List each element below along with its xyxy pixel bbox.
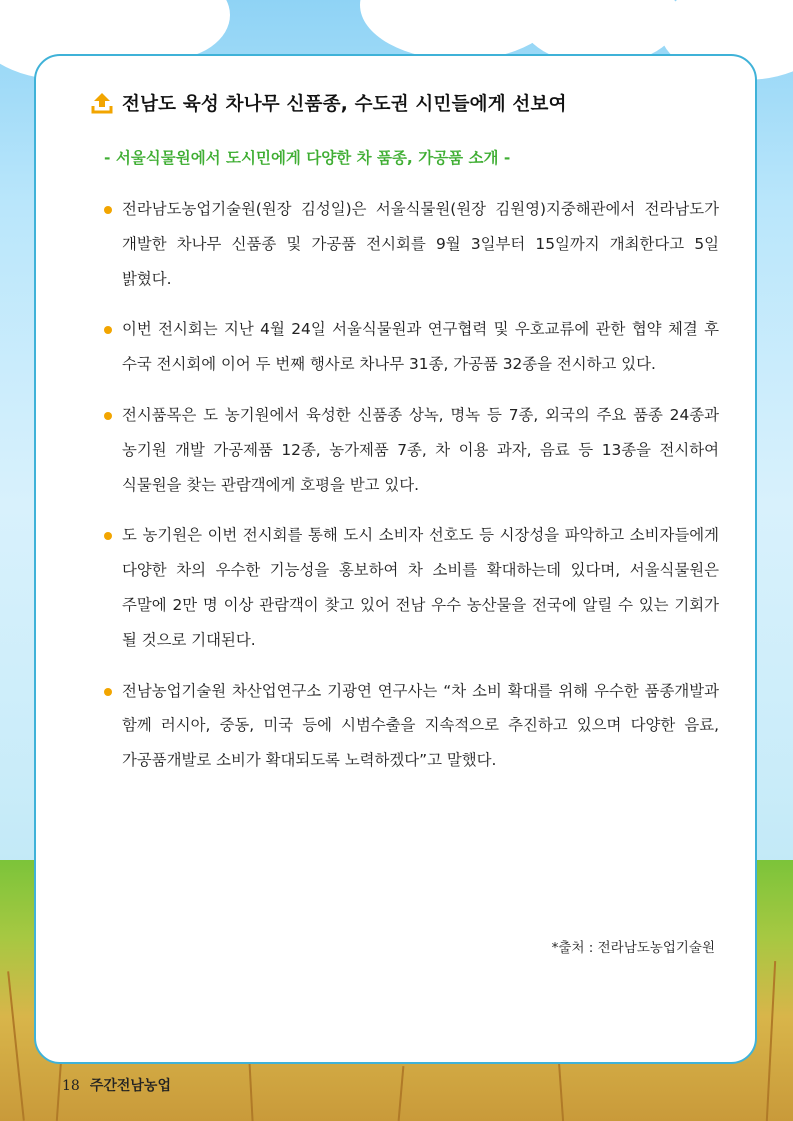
rice-stalk <box>7 971 25 1120</box>
article-header <box>90 90 567 116</box>
article-title: 전남도 육성 차나무 신품종, 수도권 시민들에게 선보여 <box>122 94 567 115</box>
paragraph-text: 전라남도농업기술원(원장 김성일)은 서울식물원(원장 김원영)지중해관에서 전라남도가 개발한 차나무 신품종 및 가공품 전시회를 9월 3일부터 15일까지 개최한다고 5일 밝혔다. <box>122 200 719 288</box>
rice-stalk <box>398 1066 405 1121</box>
rice-stalk <box>248 1061 253 1121</box>
dot-bullet-icon <box>104 326 112 334</box>
list-item <box>104 674 719 778</box>
dot-bullet-icon <box>104 412 112 420</box>
list-item <box>104 398 719 502</box>
page-footer <box>62 1075 171 1095</box>
rice-stalk <box>766 961 776 1121</box>
list-item <box>104 192 719 296</box>
upload-arrow-icon <box>90 91 114 115</box>
publication-name: 주간전남농업 <box>89 1078 171 1094</box>
dot-bullet-icon <box>104 206 112 214</box>
page-number: 18 <box>62 1078 80 1094</box>
source-citation: *출처 : 전라남도농업기술원 <box>551 940 715 956</box>
list-item <box>104 518 719 657</box>
dot-bullet-icon <box>104 532 112 540</box>
article-subtitle: - 서울식물원에서 도시민에게 다양한 차 품종, 가공품 소개 - <box>104 149 511 167</box>
list-item <box>104 312 719 382</box>
bullet-list <box>104 192 719 794</box>
paragraph-text: 도 농기원은 이번 전시회를 통해 도시 소비자 선호도 등 시장성을 파악하고 소비자들에게 다양한 차의 우수한 기능성을 홍보하여 차 소비를 확대하는데 있다며, 서울식물원은 주말에 2만 명 이상 관람객이 찾고 있어 전남 우수 농산물을 전국에 알릴 수 있는 기회가 될 것으로 기대된다. <box>122 526 719 649</box>
dot-bullet-icon <box>104 688 112 696</box>
paragraph-text: 전시품목은 도 농기원에서 육성한 신품종 상녹, 명녹 등 7종, 외국의 주요 품종 24종과 농기원 개발 가공제품 12종, 농가제품 7종, 차 이용 과자, 음료 등 13종을 전시하여 식물원을 찾는 관람객에게 호평을 받고 있다. <box>122 405 719 494</box>
article-card <box>34 54 757 1064</box>
rice-stalk <box>558 1061 564 1121</box>
paragraph-text: 전남농업기술원 차산업연구소 기광연 연구사는 “차 소비 확대를 위해 우수한 품종개발과 함께 러시아, 중동, 미국 등에 시범수출을 지속적으로 추진하고 있으며 다양한 음료, 가공품개발로 소비가 확대되도록 노력하겠다”고 말했다. <box>122 681 719 770</box>
paragraph-text: 이번 전시회는 지난 4월 24일 서울식물원과 연구협력 및 우호교류에 관한 협약 체결 후 수국 전시회에 이어 두 번째 행사로 차나무 31종, 가공품 32종을 전시하고 있다. <box>122 320 719 374</box>
